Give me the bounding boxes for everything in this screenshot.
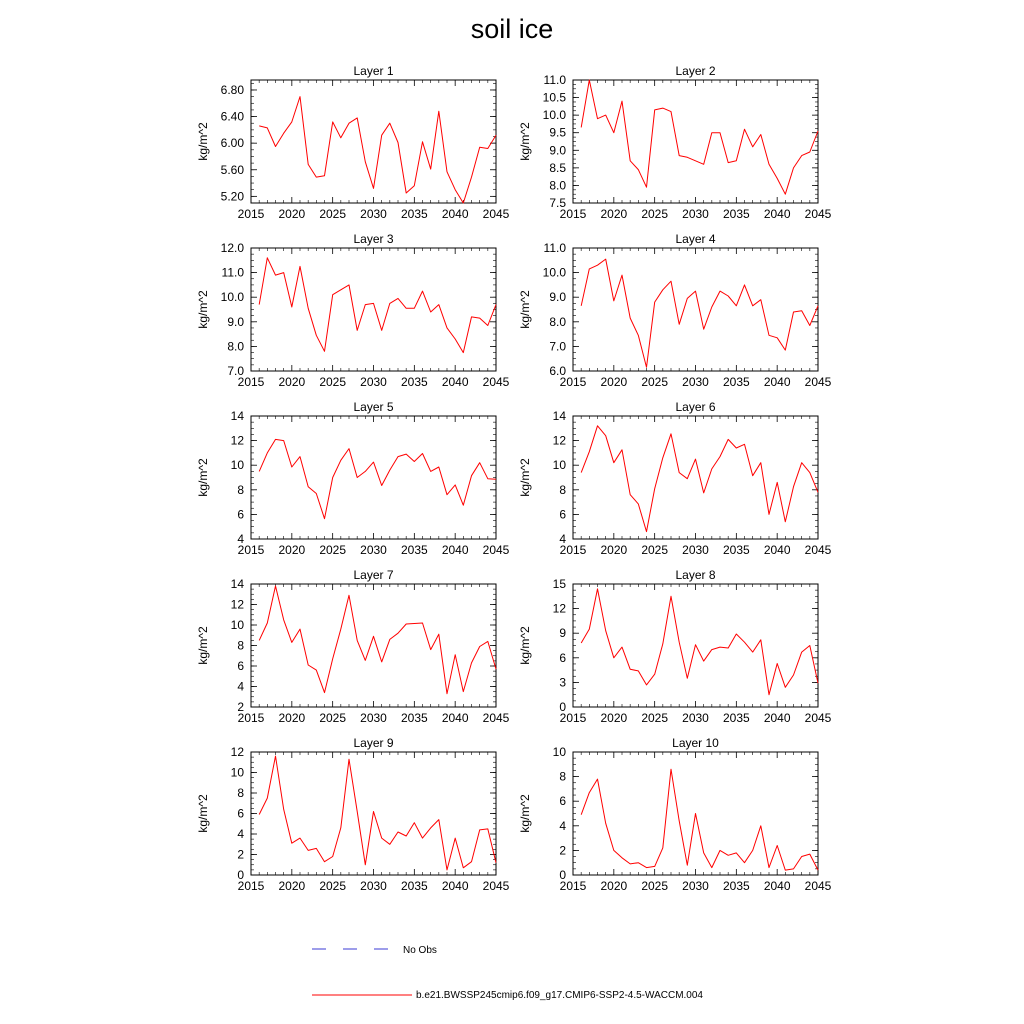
panels-group <box>196 64 832 893</box>
x-tick-label: 2035 <box>400 375 428 389</box>
y-tick-label: 6 <box>559 650 566 665</box>
x-tick-label: 2035 <box>722 543 750 557</box>
x-tick-label: 2035 <box>722 375 750 389</box>
x-tick-label: 2015 <box>559 879 587 893</box>
y-tick-label: 4 <box>237 827 244 841</box>
x-tick-label: 2020 <box>600 207 628 221</box>
y-axis-label: kg/m^2 <box>196 626 210 665</box>
y-tick-label: 0 <box>237 868 244 882</box>
x-tick-label: 2040 <box>763 375 791 389</box>
x-tick-label: 2025 <box>641 711 669 725</box>
y-tick-label: 10.0 <box>542 265 566 280</box>
y-tick-label: 10 <box>552 745 566 759</box>
y-tick-label: 2 <box>237 847 244 862</box>
plot-frame <box>573 248 818 371</box>
y-tick-label: 9.0 <box>227 314 244 329</box>
x-tick-label: 2025 <box>319 207 347 221</box>
x-tick-label: 2015 <box>237 543 265 557</box>
y-tick-label: 9.0 <box>549 143 566 158</box>
y-tick-label: 9 <box>559 626 566 641</box>
panel-layer-8 <box>518 568 832 725</box>
plot-frame <box>573 416 818 539</box>
x-tick-label: 2045 <box>482 207 510 221</box>
x-tick-label: 2035 <box>400 711 428 725</box>
x-tick-label: 2040 <box>763 207 791 221</box>
plot-frame <box>251 416 496 539</box>
y-tick-label: 11.0 <box>543 241 566 255</box>
y-tick-label: 12.0 <box>220 241 244 255</box>
y-tick-label: 9.0 <box>549 290 566 305</box>
y-tick-label: 2 <box>237 700 244 714</box>
x-tick-label: 2025 <box>319 711 347 725</box>
plot-frame <box>251 80 496 203</box>
y-tick-label: 6.0 <box>549 364 566 378</box>
x-tick-label: 2030 <box>682 543 709 557</box>
x-tick-label: 2045 <box>804 207 832 221</box>
y-tick-label: 10.0 <box>220 290 244 305</box>
y-tick-label: 14 <box>230 577 244 591</box>
x-tick-label: 2020 <box>278 375 306 389</box>
x-tick-label: 2040 <box>441 375 469 389</box>
x-tick-label: 2030 <box>682 879 709 893</box>
y-tick-label: 6 <box>237 806 244 821</box>
y-tick-label: 6 <box>237 659 244 673</box>
y-tick-label: 0 <box>559 700 566 714</box>
y-tick-label: 2 <box>559 843 566 858</box>
panel-layer-1 <box>196 64 510 221</box>
x-tick-label: 2045 <box>804 711 832 725</box>
y-tick-label: 6 <box>559 794 566 809</box>
series-line <box>259 258 496 353</box>
y-tick-label: 7.0 <box>227 364 244 378</box>
plot-frame <box>251 248 496 371</box>
x-tick-label: 2025 <box>319 375 347 389</box>
y-tick-label: 8 <box>559 769 566 784</box>
x-tick-label: 2025 <box>641 375 669 389</box>
panel-title: Layer 6 <box>675 400 716 414</box>
series-line <box>259 756 496 870</box>
y-tick-label: 8 <box>559 482 566 497</box>
x-tick-label: 2015 <box>559 711 587 725</box>
y-axis-label: kg/m^2 <box>196 122 210 161</box>
y-tick-label: 0 <box>559 868 566 882</box>
y-tick-label: 10 <box>230 618 244 632</box>
x-tick-label: 2020 <box>278 711 306 725</box>
x-tick-label: 2015 <box>559 207 587 221</box>
y-tick-label: 10 <box>552 458 566 473</box>
plot-frame <box>251 584 496 707</box>
y-tick-label: 4 <box>559 532 566 546</box>
panel-title: Layer 1 <box>353 64 394 78</box>
series-line <box>581 80 818 194</box>
series-line <box>581 589 818 695</box>
x-tick-label: 2035 <box>722 879 750 893</box>
y-tick-label: 12 <box>552 601 566 616</box>
y-tick-label: 14 <box>230 409 244 423</box>
x-tick-label: 2025 <box>319 543 347 557</box>
panel-layer-7 <box>196 568 510 725</box>
y-tick-label: 12 <box>552 433 566 448</box>
x-tick-label: 2045 <box>482 543 510 557</box>
y-tick-label: 15 <box>552 577 566 591</box>
y-tick-label: 12 <box>230 597 244 612</box>
series-line <box>581 259 818 367</box>
series-line <box>259 97 496 203</box>
x-tick-label: 2045 <box>804 375 832 389</box>
panel-title: Layer 8 <box>675 568 716 582</box>
panel-title: Layer 10 <box>672 736 719 750</box>
x-tick-label: 2025 <box>641 207 669 221</box>
x-tick-label: 2030 <box>360 711 387 725</box>
y-tick-label: 5.60 <box>220 162 244 177</box>
y-axis-label: kg/m^2 <box>196 794 210 833</box>
x-tick-label: 2040 <box>441 879 469 893</box>
x-tick-label: 2020 <box>278 207 306 221</box>
x-tick-label: 2015 <box>237 711 265 725</box>
y-tick-label: 14 <box>552 409 566 423</box>
x-tick-label: 2025 <box>641 879 669 893</box>
y-tick-label: 8.0 <box>549 178 566 193</box>
series-line <box>259 439 496 518</box>
y-tick-label: 10 <box>230 458 244 473</box>
panel-title: Layer 3 <box>353 232 394 246</box>
y-tick-label: 8.5 <box>549 160 566 175</box>
x-tick-label: 2040 <box>763 543 791 557</box>
x-tick-label: 2035 <box>400 879 428 893</box>
x-tick-label: 2030 <box>360 879 387 893</box>
y-tick-label: 6.00 <box>220 136 244 151</box>
y-tick-label: 9.5 <box>549 125 566 140</box>
x-tick-label: 2040 <box>763 711 791 725</box>
x-tick-label: 2040 <box>763 879 791 893</box>
panel-layer-10 <box>518 736 832 893</box>
y-tick-label: 3 <box>559 675 566 690</box>
y-tick-label: 6 <box>559 507 566 522</box>
x-tick-label: 2030 <box>360 375 387 389</box>
y-axis-label: kg/m^2 <box>518 290 532 329</box>
y-tick-label: 10.0 <box>542 108 566 123</box>
panel-layer-2 <box>518 64 832 221</box>
y-tick-label: 4 <box>237 532 244 546</box>
x-tick-label: 2035 <box>722 207 750 221</box>
y-tick-label: 8.0 <box>227 339 244 354</box>
x-tick-label: 2025 <box>641 543 669 557</box>
y-axis-label: kg/m^2 <box>196 458 210 497</box>
y-tick-label: 7.5 <box>549 196 566 210</box>
y-tick-label: 6.80 <box>220 82 244 97</box>
x-tick-label: 2040 <box>441 711 469 725</box>
y-axis-label: kg/m^2 <box>518 122 532 161</box>
y-tick-label: 10 <box>230 765 244 780</box>
y-axis-label: kg/m^2 <box>196 290 210 329</box>
x-tick-label: 2015 <box>559 543 587 557</box>
x-tick-label: 2025 <box>319 879 347 893</box>
x-tick-label: 2020 <box>278 543 306 557</box>
legend-obs-label: No Obs <box>403 945 437 956</box>
y-tick-label: 11.0 <box>221 265 244 280</box>
y-tick-label: 7.0 <box>549 339 566 354</box>
y-tick-label: 5.20 <box>220 189 244 204</box>
y-tick-label: 11.0 <box>543 73 566 87</box>
panel-title: Layer 4 <box>675 232 716 246</box>
y-axis-label: kg/m^2 <box>518 458 532 497</box>
x-tick-label: 2030 <box>682 207 709 221</box>
x-tick-label: 2015 <box>237 207 265 221</box>
x-tick-label: 2035 <box>400 207 428 221</box>
y-tick-label: 6.40 <box>220 109 244 124</box>
series-line <box>581 426 818 532</box>
y-tick-label: 12 <box>230 745 244 759</box>
panel-layer-4 <box>518 232 832 389</box>
panel-layer-5 <box>196 400 510 557</box>
series-line <box>259 586 496 694</box>
x-tick-label: 2040 <box>441 207 469 221</box>
panel-title: Layer 7 <box>353 568 394 582</box>
chart-title: soil ice <box>470 14 554 44</box>
panel-title: Layer 9 <box>353 736 394 750</box>
x-tick-label: 2035 <box>722 711 750 725</box>
series-line <box>581 769 818 870</box>
x-tick-label: 2030 <box>682 711 709 725</box>
panel-layer-6 <box>518 400 832 557</box>
y-tick-label: 4 <box>559 818 566 833</box>
panel-layer-9 <box>196 736 510 893</box>
x-tick-label: 2045 <box>482 375 510 389</box>
x-tick-label: 2015 <box>559 375 587 389</box>
x-tick-label: 2030 <box>682 375 709 389</box>
y-tick-label: 4 <box>237 679 244 694</box>
x-tick-label: 2015 <box>237 879 265 893</box>
plot-frame <box>573 80 818 203</box>
panel-title: Layer 2 <box>675 64 716 78</box>
x-tick-label: 2030 <box>360 543 387 557</box>
y-tick-label: 8 <box>237 482 244 497</box>
x-tick-label: 2045 <box>482 879 510 893</box>
y-axis-label: kg/m^2 <box>518 794 532 833</box>
y-axis-label: kg/m^2 <box>518 626 532 665</box>
x-tick-label: 2020 <box>600 879 628 893</box>
x-tick-label: 2020 <box>600 375 628 389</box>
x-tick-label: 2030 <box>360 207 387 221</box>
y-tick-label: 8 <box>237 638 244 653</box>
x-tick-label: 2015 <box>237 375 265 389</box>
x-tick-label: 2040 <box>441 543 469 557</box>
y-tick-label: 6 <box>237 507 244 522</box>
y-tick-label: 10.5 <box>542 90 566 105</box>
y-tick-label: 8.0 <box>549 314 566 329</box>
x-tick-label: 2045 <box>482 711 510 725</box>
y-tick-label: 12 <box>230 433 244 448</box>
y-tick-label: 8 <box>237 786 244 800</box>
x-tick-label: 2020 <box>600 711 628 725</box>
panel-layer-3 <box>196 232 510 389</box>
x-tick-label: 2020 <box>600 543 628 557</box>
panel-title: Layer 5 <box>353 400 394 414</box>
legend <box>312 945 703 1001</box>
x-tick-label: 2045 <box>804 543 832 557</box>
x-tick-label: 2035 <box>400 543 428 557</box>
legend-series-label: b.e21.BWSSP245cmip6.f09_g17.CMIP6-SSP2-4.5-WACCM.004 <box>416 990 703 1001</box>
x-tick-label: 2045 <box>804 879 832 893</box>
x-tick-label: 2020 <box>278 879 306 893</box>
